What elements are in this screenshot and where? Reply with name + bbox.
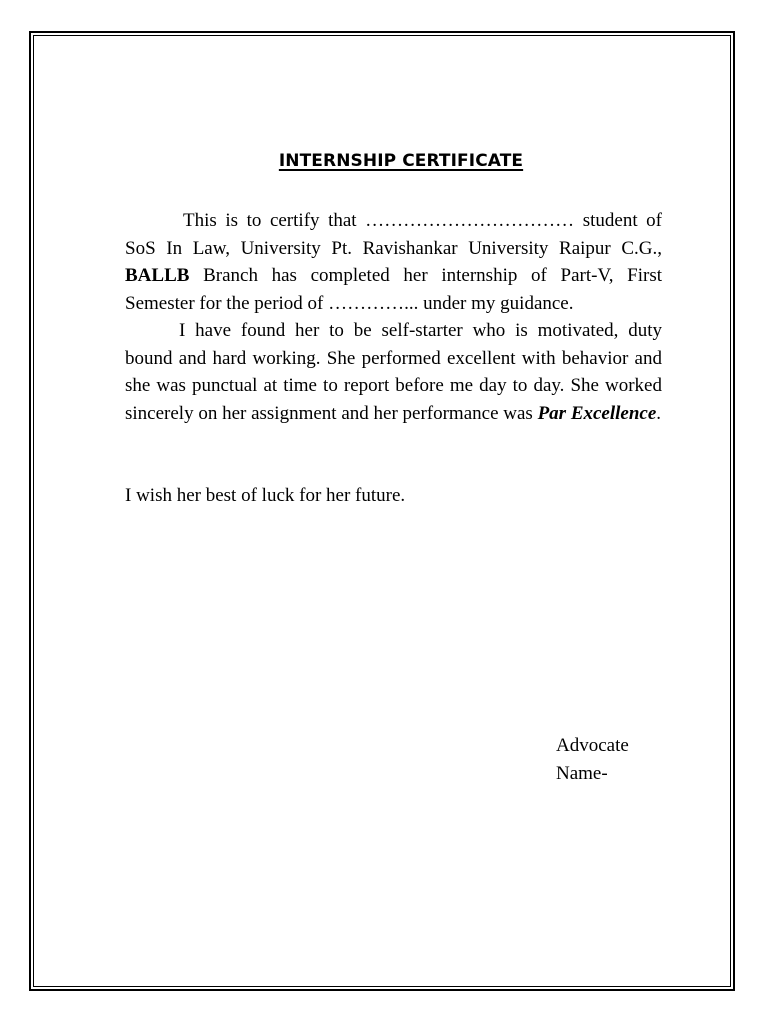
branch-name: BALLB: [125, 265, 190, 286]
signature-name-label: Name-: [556, 763, 608, 784]
certificate-body: [125, 207, 662, 427]
paragraph-certify-text-1: This is to certify that …………………………… student of SoS In Law, University Pt. Ravishankar University Raipur C.G.,: [125, 210, 662, 259]
paragraph-certify-text-2: Branch has completed her internship of Part-V, First Semester for the period of …………... under my guidance.: [125, 265, 662, 314]
closing-wish: I wish her best of luck for her future.: [125, 485, 406, 506]
certificate-title: [0, 151, 768, 171]
paragraph-performance: [125, 317, 662, 427]
signature-title: Advocate: [556, 735, 629, 756]
paragraph-performance-text-2: .: [656, 402, 662, 424]
paragraph-performance-text-1: I have found her to be self-starter who is motivated, duty bound and hard working. She performed excellent with behavior and she was punctual at time to report before me day to day. She worked sincerely on her assignment and her performance was: [125, 320, 662, 424]
certificate-title-text: INTERNSHIP CERTIFICATE: [278, 151, 524, 171]
paragraph-certify: [125, 207, 662, 317]
performance-rating: Par Excellence: [537, 402, 657, 424]
page-border: [29, 31, 735, 991]
signature-block: [556, 732, 629, 788]
